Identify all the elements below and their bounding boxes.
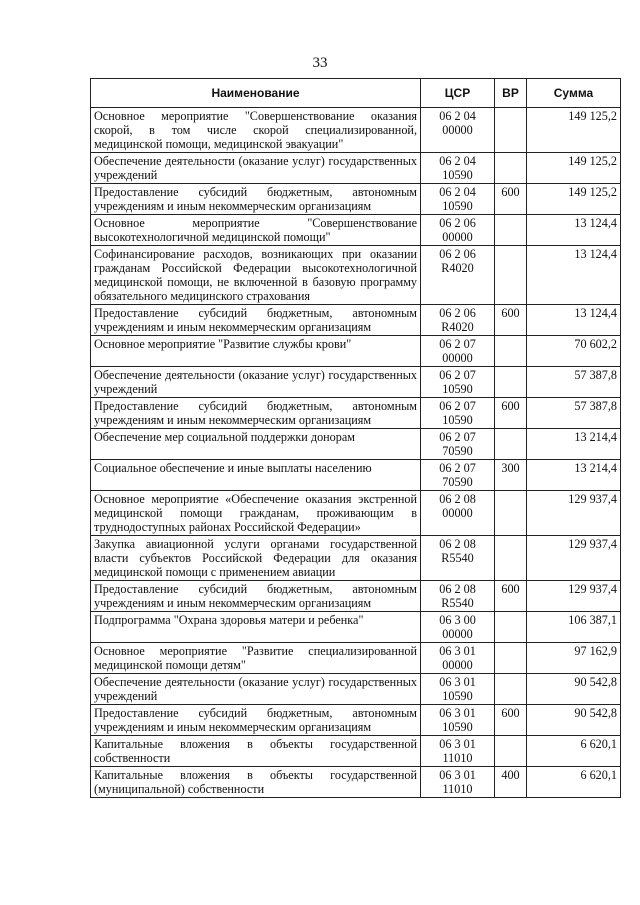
cell-csr: 06 2 08 00000 <box>421 491 495 536</box>
table-row <box>91 643 621 674</box>
cell-vr: 600 <box>495 705 527 736</box>
table-row <box>91 215 621 246</box>
cell-sum: 6 620,1 <box>527 736 621 767</box>
cell-csr: 06 2 04 00000 <box>421 108 495 153</box>
cell-name: Предоставление субсидий бюджетным, автономным учреждениям и иным некоммерческим организациям <box>91 581 421 612</box>
cell-csr: 06 2 07 70590 <box>421 429 495 460</box>
cell-sum: 106 387,1 <box>527 612 621 643</box>
cell-name: Капитальные вложения в объекты государственной собственности <box>91 736 421 767</box>
cell-vr <box>495 367 527 398</box>
table-row <box>91 429 621 460</box>
cell-name: Основное мероприятие "Совершенствование оказания скорой, в том числе скорой специализированной, медицинской помощи, медицинской эвакуации" <box>91 108 421 153</box>
cell-csr: 06 2 06 00000 <box>421 215 495 246</box>
cell-name: Предоставление субсидий бюджетным, автономным учреждениям и иным некоммерческим организациям <box>91 305 421 336</box>
cell-csr: 06 3 01 10590 <box>421 674 495 705</box>
header-name: Наименование <box>91 79 421 108</box>
cell-name: Обеспечение деятельности (оказание услуг) государственных учреждений <box>91 153 421 184</box>
table-row <box>91 305 621 336</box>
cell-vr <box>495 336 527 367</box>
table-row <box>91 336 621 367</box>
table-row <box>91 246 621 305</box>
table-row <box>91 153 621 184</box>
table-row <box>91 491 621 536</box>
cell-vr <box>495 736 527 767</box>
cell-csr: 06 2 07 00000 <box>421 336 495 367</box>
cell-csr: 06 2 07 70590 <box>421 460 495 491</box>
table-row <box>91 674 621 705</box>
cell-csr: 06 2 08 R5540 <box>421 581 495 612</box>
table-row <box>91 705 621 736</box>
cell-name: Закупка авиационной услуги органами государственной власти субъектов Российской Федерации для оказания медицинской помощи с применением авиации <box>91 536 421 581</box>
table-row <box>91 108 621 153</box>
cell-name: Обеспечение мер социальной поддержки донорам <box>91 429 421 460</box>
budget-table <box>90 78 621 798</box>
cell-vr <box>495 215 527 246</box>
cell-vr <box>495 153 527 184</box>
cell-sum: 13 214,4 <box>527 460 621 491</box>
cell-sum: 13 124,4 <box>527 305 621 336</box>
cell-vr <box>495 246 527 305</box>
cell-vr <box>495 536 527 581</box>
cell-csr: 06 2 06 R4020 <box>421 246 495 305</box>
cell-csr: 06 2 04 10590 <box>421 184 495 215</box>
page-number: 33 <box>312 55 328 71</box>
header-sum: Сумма <box>527 79 621 108</box>
table-row <box>91 460 621 491</box>
table-row <box>91 398 621 429</box>
cell-vr <box>495 674 527 705</box>
table-row <box>91 536 621 581</box>
cell-vr: 300 <box>495 460 527 491</box>
cell-csr: 06 3 01 11010 <box>421 736 495 767</box>
header-csr: ЦСР <box>421 79 495 108</box>
cell-sum: 149 125,2 <box>527 108 621 153</box>
header-vr: ВР <box>495 79 527 108</box>
cell-csr: 06 2 07 10590 <box>421 367 495 398</box>
cell-name: Обеспечение деятельности (оказание услуг) государственных учреждений <box>91 367 421 398</box>
cell-name: Предоставление субсидий бюджетным, автономным учреждениям и иным некоммерческим организациям <box>91 398 421 429</box>
table-row <box>91 767 621 798</box>
cell-vr <box>495 491 527 536</box>
cell-sum: 129 937,4 <box>527 491 621 536</box>
cell-vr: 600 <box>495 581 527 612</box>
cell-vr <box>495 612 527 643</box>
cell-vr: 600 <box>495 305 527 336</box>
cell-vr <box>495 429 527 460</box>
table-row <box>91 184 621 215</box>
cell-sum: 13 124,4 <box>527 246 621 305</box>
cell-csr: 06 3 01 11010 <box>421 767 495 798</box>
cell-vr: 600 <box>495 398 527 429</box>
cell-sum: 57 387,8 <box>527 398 621 429</box>
cell-name: Предоставление субсидий бюджетным, автономным учреждениям и иным некоммерческим организациям <box>91 705 421 736</box>
cell-sum: 70 602,2 <box>527 336 621 367</box>
cell-csr: 06 3 01 00000 <box>421 643 495 674</box>
cell-vr: 400 <box>495 767 527 798</box>
cell-csr: 06 2 07 10590 <box>421 398 495 429</box>
table-row <box>91 367 621 398</box>
cell-csr: 06 2 06 R4020 <box>421 305 495 336</box>
cell-sum: 149 125,2 <box>527 153 621 184</box>
table-row <box>91 612 621 643</box>
cell-sum: 57 387,8 <box>527 367 621 398</box>
cell-sum: 13 214,4 <box>527 429 621 460</box>
cell-sum: 6 620,1 <box>527 767 621 798</box>
cell-csr: 06 3 00 00000 <box>421 612 495 643</box>
cell-sum: 97 162,9 <box>527 643 621 674</box>
table-row <box>91 736 621 767</box>
cell-name: Основное мероприятие "Развитие специализированной медицинской помощи детям" <box>91 643 421 674</box>
table-header-row <box>91 79 621 108</box>
table-row <box>91 581 621 612</box>
cell-name: Обеспечение деятельности (оказание услуг) государственных учреждений <box>91 674 421 705</box>
cell-name: Основное мероприятие "Развитие службы крови" <box>91 336 421 367</box>
cell-name: Капитальные вложения в объекты государственной (муниципальной) собственности <box>91 767 421 798</box>
cell-vr: 600 <box>495 184 527 215</box>
cell-csr: 06 2 08 R5540 <box>421 536 495 581</box>
cell-sum: 129 937,4 <box>527 581 621 612</box>
cell-name: Социальное обеспечение и иные выплаты населению <box>91 460 421 491</box>
cell-sum: 90 542,8 <box>527 674 621 705</box>
cell-vr <box>495 643 527 674</box>
cell-sum: 90 542,8 <box>527 705 621 736</box>
cell-name: Основное мероприятие "Совершенствование высокотехнологичной медицинской помощи" <box>91 215 421 246</box>
cell-csr: 06 3 01 10590 <box>421 705 495 736</box>
cell-name: Подпрограмма "Охрана здоровья матери и ребенка" <box>91 612 421 643</box>
cell-sum: 149 125,2 <box>527 184 621 215</box>
cell-name: Основное мероприятие «Обеспечение оказания экстренной медицинской помощи гражданам, проживающим в труднодоступных районах Российской Федерации» <box>91 491 421 536</box>
cell-sum: 13 124,4 <box>527 215 621 246</box>
cell-vr <box>495 108 527 153</box>
cell-name: Предоставление субсидий бюджетным, автономным учреждениям и иным некоммерческим организациям <box>91 184 421 215</box>
cell-sum: 129 937,4 <box>527 536 621 581</box>
cell-name: Софинансирование расходов, возникающих при оказании гражданам Российской Федерации высокотехнологичной медицинской помощи, не включенной в базовую программу обязательного медицинского страхования <box>91 246 421 305</box>
cell-csr: 06 2 04 10590 <box>421 153 495 184</box>
